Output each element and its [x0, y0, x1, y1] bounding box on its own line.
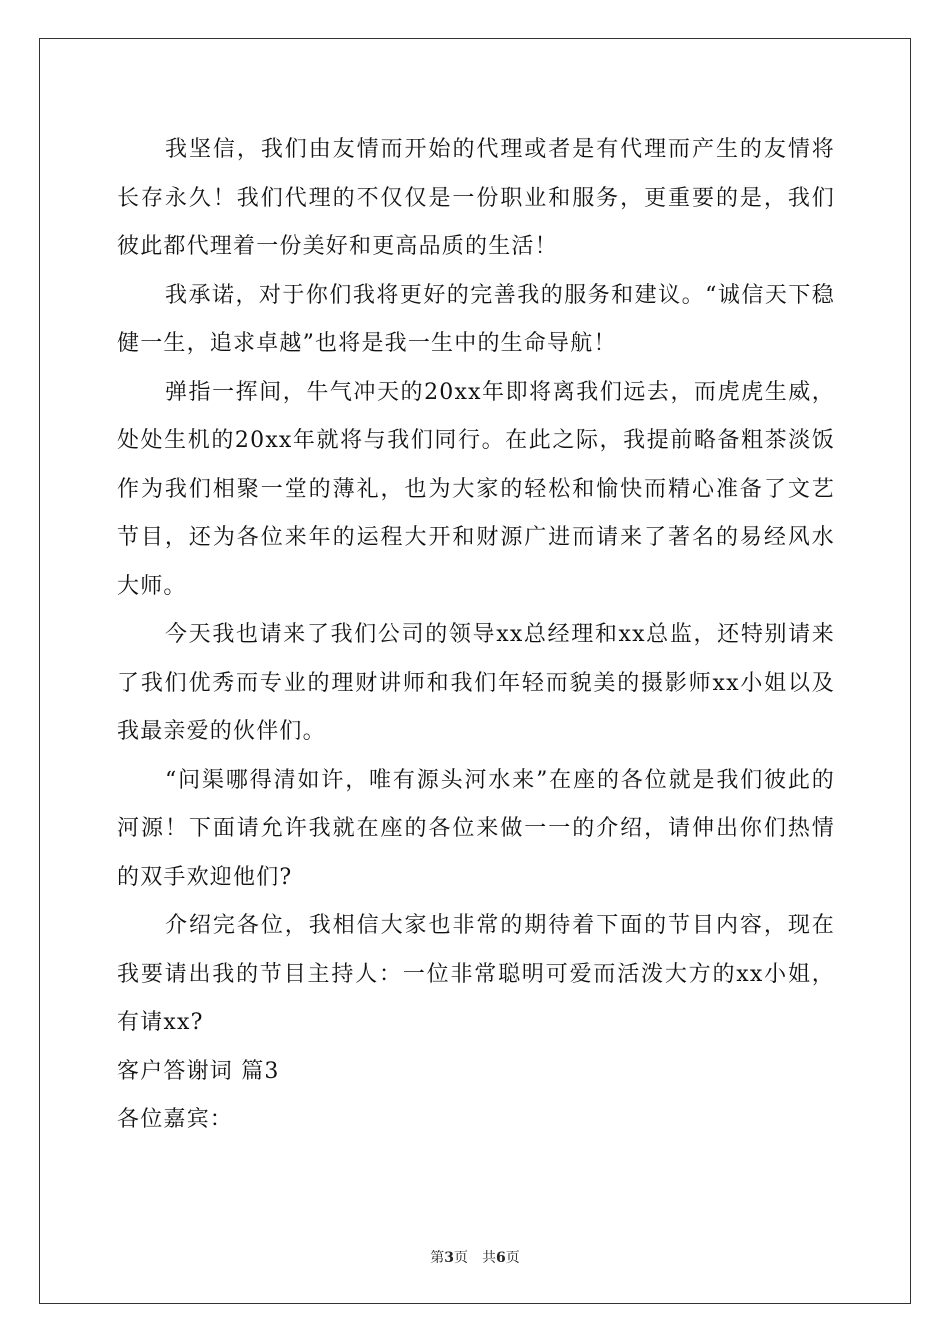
paragraph-4: 今天我也请来了我们公司的领导xx总经理和xx总监，还特别请来了我们优秀而专业的理财讲师和我们年轻而貌美的摄影师xx小姐以及我最亲爱的伙伴们。 [117, 622, 835, 744]
paragraph-5: “问渠哪得清如许，唯有源头河水来”在座的各位就是我们彼此的河源！下面请允许我就在座的各位来做一一的介绍，请伸出你们热情的双手欢迎他们? [117, 767, 835, 890]
total-unit: 页 [505, 1250, 520, 1266]
paragraph-2: 我承诺，对于你们我将更好的完善我的服务和建议。“诚信天下稳健一生，追求卓越”也将是我一生中的生命导航！ [117, 282, 835, 356]
page-prefix: 第 [430, 1250, 445, 1266]
salutation: 各位嘉宾： [117, 1107, 234, 1132]
section-heading: 客户答谢词 篇3 [117, 1058, 280, 1084]
page-unit: 页 [454, 1250, 468, 1266]
paragraph-1: 我坚信，我们由友情而开始的代理或者是有代理而产生的友情将长存永久！我们代理的不仅仅是一份职业和服务，更重要的是，我们彼此都代理着一份美好和更高品质的生活！ [117, 137, 835, 259]
current-page-number: 3 [444, 1250, 454, 1266]
total-page-number: 6 [496, 1250, 506, 1266]
paragraph-6: 介绍完各位，我相信大家也非常的期待着下面的节目内容，现在我要请出我的节目主持人：一位非常聪明可爱而活泼大方的xx小姐，有请xx? [117, 913, 835, 1035]
paragraph-3: 弹指一挥间，牛气冲天的20xx年即将离我们远去，而虎虎生威，处处生机的20xx年就将与我们同行。在此之际，我提前略备粗茶淡饭作为我们相聚一堂的薄礼，也为大家的轻松和愉快而精心准备了文艺节目，还为各位来年的运程大开和财源广进而请来了著名的易经风水大师。 [117, 379, 835, 599]
page-footer [0, 1247, 950, 1267]
document-body [117, 126, 835, 1145]
total-prefix: 共 [482, 1250, 496, 1266]
